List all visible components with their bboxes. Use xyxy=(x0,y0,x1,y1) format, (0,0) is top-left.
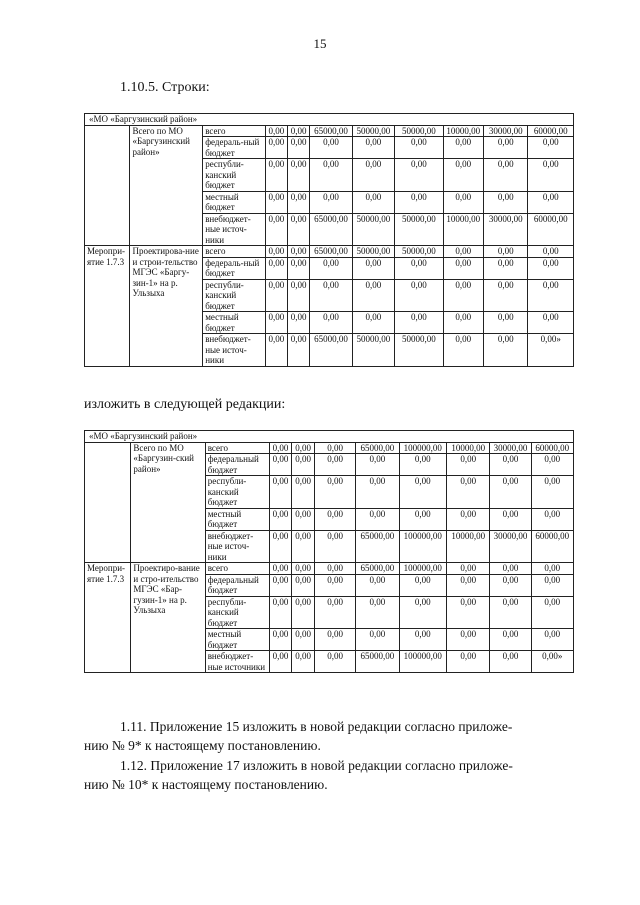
table-title-cell: «МО «Баргузинский район» xyxy=(85,114,574,126)
value-cell: 0,00 xyxy=(483,257,527,279)
value-cell: 0,00 xyxy=(399,596,446,629)
value-cell: 0,00 xyxy=(443,159,483,192)
section-heading: 1.10.5. Строки: xyxy=(120,80,210,95)
value-cell: 0,00 xyxy=(315,442,356,454)
paragraph-line: нию № 9* к настоящему постановлению. xyxy=(84,738,321,753)
description-cell: Всего по МО «Баргузинский район» xyxy=(130,125,203,246)
value-cell: 0,00 xyxy=(443,246,483,258)
value-cell: 0,00 xyxy=(288,137,310,159)
value-cell: 50000,00 xyxy=(352,246,394,258)
value-cell: 0,00 xyxy=(447,454,490,476)
table-title-cell: «МО «Баргузинский район» xyxy=(85,431,574,443)
value-cell: 0,00 xyxy=(356,476,399,509)
value-cell: 65000,00 xyxy=(356,563,399,575)
value-cell: 0,00 xyxy=(528,312,574,334)
source-label-cell: всего xyxy=(203,125,266,137)
value-cell: 0,00 xyxy=(447,508,490,530)
paragraph-line: нию № 10* к настоящему постановлению. xyxy=(84,777,328,792)
value-cell: 0,00 xyxy=(352,191,394,213)
value-cell: 0,00 xyxy=(395,257,443,279)
paragraph-1-12 xyxy=(84,756,574,794)
value-cell: 0,00 xyxy=(490,563,531,575)
measure-cell xyxy=(85,442,131,563)
value-cell: 0,00 xyxy=(269,651,292,673)
value-cell: 0,00 xyxy=(315,454,356,476)
description-cell: Проектиро-вание и стро-ительство МГЭС «Бар-гузин-1» на р. Ульзыха xyxy=(131,563,205,673)
value-cell: 0,00 xyxy=(531,629,573,651)
source-label-cell: федеральный бюджет xyxy=(205,454,269,476)
value-cell: 0,00 xyxy=(531,574,573,596)
value-cell: 0,00 xyxy=(490,508,531,530)
value-cell: 65000,00 xyxy=(310,334,352,367)
value-cell: 0,00 xyxy=(315,563,356,575)
value-cell: 0,00 xyxy=(399,574,446,596)
value-cell: 0,00 xyxy=(356,454,399,476)
source-label-cell: республи-канский бюджет xyxy=(205,596,269,629)
value-cell: 0,00 xyxy=(483,191,527,213)
value-cell: 0,00 xyxy=(292,563,315,575)
value-cell: 0,00 xyxy=(443,334,483,367)
source-label-cell: местный бюджет xyxy=(203,191,266,213)
value-cell: 0,00 xyxy=(269,596,292,629)
value-cell: 0,00 xyxy=(531,454,573,476)
value-cell: 0,00 xyxy=(265,334,287,367)
source-label-cell: всего xyxy=(205,563,269,575)
source-label-cell: местный бюджет xyxy=(205,508,269,530)
value-cell: 0,00 xyxy=(443,257,483,279)
value-cell: 0,00 xyxy=(528,137,574,159)
value-cell: 0,00 xyxy=(292,476,315,509)
value-cell: 0,00 xyxy=(356,574,399,596)
value-cell: 50000,00 xyxy=(352,213,394,246)
value-cell: 0,00 xyxy=(399,508,446,530)
value-cell: 100000,00 xyxy=(399,442,446,454)
source-label-cell: всего xyxy=(205,442,269,454)
value-cell: 0,00 xyxy=(352,312,394,334)
source-label-cell: местный бюджет xyxy=(205,629,269,651)
value-cell: 0,00 xyxy=(315,530,356,563)
source-label-cell: федеральный бюджет xyxy=(205,574,269,596)
table-row xyxy=(85,246,574,258)
source-label-cell: республи-канский бюджет xyxy=(203,159,266,192)
value-cell: 0,00 xyxy=(265,312,287,334)
value-cell: 0,00 xyxy=(528,159,574,192)
value-cell: 0,00 xyxy=(490,651,531,673)
table-row xyxy=(85,125,574,137)
value-cell: 0,00 xyxy=(292,574,315,596)
value-cell: 0,00 xyxy=(483,159,527,192)
value-cell: 0,00 xyxy=(265,213,287,246)
value-cell: 0,00 xyxy=(531,508,573,530)
paragraph-line: 1.12. Приложение 17 изложить в новой редакции согласно приложе- xyxy=(120,758,513,773)
value-cell: 65000,00 xyxy=(356,442,399,454)
value-cell: 0,00 xyxy=(528,191,574,213)
table-row xyxy=(85,442,574,454)
value-cell: 0,00 xyxy=(310,279,352,312)
value-cell: 0,00 xyxy=(490,476,531,509)
source-label-cell: республи-канский бюджет xyxy=(205,476,269,509)
value-cell: 0,00 xyxy=(265,159,287,192)
value-cell: 30000,00 xyxy=(490,442,531,454)
value-cell: 30000,00 xyxy=(483,213,527,246)
value-cell: 0,00 xyxy=(356,629,399,651)
value-cell: 0,00 xyxy=(447,476,490,509)
value-cell: 0,00 xyxy=(531,596,573,629)
value-cell: 10000,00 xyxy=(447,442,490,454)
value-cell: 0,00 xyxy=(443,279,483,312)
value-cell: 0,00 xyxy=(265,279,287,312)
value-cell: 0,00 xyxy=(483,312,527,334)
value-cell: 30000,00 xyxy=(490,530,531,563)
value-cell: 0,00 xyxy=(352,159,394,192)
value-cell: 100000,00 xyxy=(399,651,446,673)
value-cell: 0,00 xyxy=(315,629,356,651)
value-cell: 0,00 xyxy=(399,454,446,476)
value-cell: 0,00 xyxy=(395,159,443,192)
value-cell: 0,00» xyxy=(528,334,574,367)
value-cell: 50000,00 xyxy=(352,334,394,367)
value-cell: 0,00 xyxy=(265,137,287,159)
source-label-cell: внебюджет-ные источ-ники xyxy=(203,334,266,367)
description-cell: Всего по МО «Баргузин-ский район» xyxy=(131,442,205,563)
value-cell: 60000,00 xyxy=(531,442,573,454)
table-new xyxy=(84,430,574,673)
value-cell: 50000,00 xyxy=(395,125,443,137)
source-label-cell: внебюджет-ные источники xyxy=(205,651,269,673)
page-number: 15 xyxy=(313,36,327,51)
description-cell: Проектирова-ние и строи-тельство МГЭС «Баргу-зин-1» на р. Ульзыха xyxy=(130,246,203,367)
value-cell: 0,00 xyxy=(483,137,527,159)
value-cell: 0,00 xyxy=(269,629,292,651)
value-cell: 0,00 xyxy=(288,191,310,213)
value-cell: 0,00 xyxy=(528,246,574,258)
value-cell: 0,00 xyxy=(315,574,356,596)
value-cell: 50000,00 xyxy=(395,334,443,367)
value-cell: 0,00 xyxy=(292,530,315,563)
value-cell: 65000,00 xyxy=(356,651,399,673)
value-cell: 0,00 xyxy=(447,629,490,651)
value-cell: 0,00 xyxy=(352,137,394,159)
value-cell: 0,00 xyxy=(292,651,315,673)
value-cell: 50000,00 xyxy=(395,246,443,258)
source-label-cell: внебюджет-ные источ-ники xyxy=(203,213,266,246)
value-cell: 65000,00 xyxy=(310,246,352,258)
value-cell: 0,00 xyxy=(269,442,292,454)
value-cell: 0,00 xyxy=(310,191,352,213)
value-cell: 0,00 xyxy=(288,257,310,279)
value-cell: 0,00 xyxy=(265,191,287,213)
value-cell: 0,00 xyxy=(310,159,352,192)
value-cell: 0,00 xyxy=(292,442,315,454)
value-cell: 50000,00 xyxy=(395,213,443,246)
value-cell: 0,00 xyxy=(310,137,352,159)
value-cell: 0,00 xyxy=(310,257,352,279)
value-cell: 0,00 xyxy=(269,476,292,509)
paragraph-line: 1.11. Приложение 15 изложить в новой редакции согласно приложе- xyxy=(120,719,513,734)
value-cell: 100000,00 xyxy=(399,563,446,575)
value-cell: 0,00 xyxy=(483,334,527,367)
table-old xyxy=(84,113,574,367)
value-cell: 0,00 xyxy=(269,530,292,563)
value-cell: 0,00 xyxy=(531,563,573,575)
value-cell: 60000,00 xyxy=(528,125,574,137)
value-cell: 0,00 xyxy=(315,508,356,530)
measure-cell xyxy=(85,125,130,246)
value-cell: 60000,00 xyxy=(531,530,573,563)
value-cell: 0,00 xyxy=(288,246,310,258)
value-cell: 0,00 xyxy=(269,574,292,596)
value-cell: 10000,00 xyxy=(443,213,483,246)
value-cell: 0,00 xyxy=(352,257,394,279)
value-cell: 0,00 xyxy=(483,279,527,312)
value-cell: 0,00 xyxy=(292,454,315,476)
value-cell: 0,00 xyxy=(352,279,394,312)
value-cell: 0,00 xyxy=(399,629,446,651)
source-label-cell: федераль-ный бюджет xyxy=(203,137,266,159)
table-title-row xyxy=(85,431,574,443)
value-cell: 0,00 xyxy=(399,476,446,509)
value-cell: 0,00 xyxy=(265,246,287,258)
value-cell: 0,00 xyxy=(528,279,574,312)
value-cell: 0,00 xyxy=(269,508,292,530)
value-cell: 0,00 xyxy=(288,125,310,137)
value-cell: 0,00 xyxy=(447,574,490,596)
table-row xyxy=(85,563,574,575)
source-label-cell: федераль-ный бюджет xyxy=(203,257,266,279)
value-cell: 0,00 xyxy=(490,574,531,596)
value-cell: 0,00 xyxy=(490,454,531,476)
source-label-cell: всего xyxy=(203,246,266,258)
value-cell: 0,00 xyxy=(395,312,443,334)
instruction-text: изложить в следующей редакции: xyxy=(84,397,286,412)
table-title-row xyxy=(85,114,574,126)
value-cell: 0,00 xyxy=(483,246,527,258)
value-cell: 0,00 xyxy=(269,563,292,575)
value-cell: 0,00 xyxy=(443,312,483,334)
measure-cell: Меропри-ятие 1.7.3 xyxy=(85,563,131,673)
value-cell: 0,00 xyxy=(356,596,399,629)
value-cell: 10000,00 xyxy=(447,530,490,563)
source-label-cell: республи-канский бюджет xyxy=(203,279,266,312)
value-cell: 0,00 xyxy=(315,596,356,629)
value-cell: 0,00 xyxy=(490,596,531,629)
value-cell: 0,00 xyxy=(395,279,443,312)
value-cell: 0,00 xyxy=(310,312,352,334)
value-cell: 0,00 xyxy=(395,137,443,159)
value-cell: 0,00 xyxy=(288,279,310,312)
source-label-cell: местный бюджет xyxy=(203,312,266,334)
value-cell: 0,00 xyxy=(443,137,483,159)
value-cell: 0,00 xyxy=(356,508,399,530)
source-label-cell: внебюджет-ные источ-ники xyxy=(205,530,269,563)
value-cell: 0,00 xyxy=(395,191,443,213)
value-cell: 0,00 xyxy=(315,476,356,509)
value-cell: 0,00 xyxy=(265,125,287,137)
value-cell: 0,00 xyxy=(447,563,490,575)
value-cell: 0,00 xyxy=(443,191,483,213)
measure-cell: Меропри-ятие 1.7.3 xyxy=(85,246,130,367)
value-cell: 0,00 xyxy=(447,651,490,673)
value-cell: 65000,00 xyxy=(310,125,352,137)
value-cell: 65000,00 xyxy=(310,213,352,246)
value-cell: 0,00 xyxy=(447,596,490,629)
value-cell: 30000,00 xyxy=(483,125,527,137)
value-cell: 0,00 xyxy=(288,159,310,192)
value-cell: 0,00» xyxy=(531,651,573,673)
value-cell: 0,00 xyxy=(490,629,531,651)
value-cell: 0,00 xyxy=(528,257,574,279)
value-cell: 65000,00 xyxy=(356,530,399,563)
value-cell: 0,00 xyxy=(315,651,356,673)
paragraph-1-11 xyxy=(84,717,574,755)
value-cell: 0,00 xyxy=(288,334,310,367)
value-cell: 0,00 xyxy=(531,476,573,509)
value-cell: 50000,00 xyxy=(352,125,394,137)
value-cell: 10000,00 xyxy=(443,125,483,137)
value-cell: 0,00 xyxy=(292,629,315,651)
value-cell: 0,00 xyxy=(292,508,315,530)
value-cell: 0,00 xyxy=(269,454,292,476)
value-cell: 0,00 xyxy=(265,257,287,279)
value-cell: 0,00 xyxy=(288,213,310,246)
value-cell: 60000,00 xyxy=(528,213,574,246)
value-cell: 0,00 xyxy=(292,596,315,629)
value-cell: 100000,00 xyxy=(399,530,446,563)
value-cell: 0,00 xyxy=(288,312,310,334)
